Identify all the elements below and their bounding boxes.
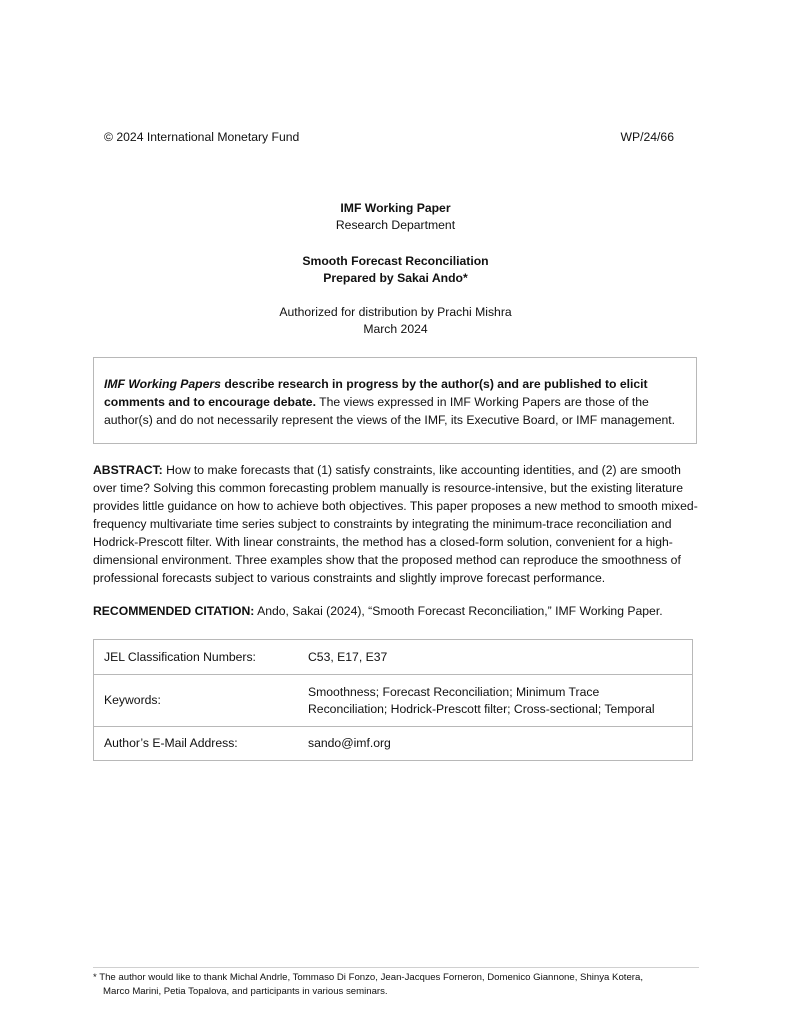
keywords-value — [308, 675, 693, 727]
table-row — [94, 640, 693, 675]
table-row — [94, 727, 693, 761]
keywords-label: Keywords: — [94, 675, 309, 727]
citation-text: Ando, Sakai (2024), “Smooth Forecast Reconciliation,” IMF Working Paper. — [254, 604, 663, 618]
paper-number: WP/24/66 — [620, 130, 674, 144]
recommended-citation — [93, 602, 713, 620]
disclaimer-box — [93, 357, 697, 444]
footnote-divider — [93, 967, 699, 968]
footnote-line-1: * The author would like to thank Michal Andrle, Tommaso Di Fonzo, Jean-Jacques Forneron, Domenico Giannone, Shinya Kotera, — [93, 972, 643, 983]
disclaimer-bold-text: describe research in progress by the author(s) and are published to elicit comments and to encourage debate. — [104, 377, 648, 409]
disclaimer-normal-text: The views expressed in IMF Working Papers are those of the author(s) and do not necessarily represent the views of the IMF, its Executive Board, or IMF management. — [104, 395, 676, 427]
keywords-line-1: Smoothness; Forecast Reconciliation; Minimum Trace — [308, 684, 600, 699]
title-block — [0, 200, 791, 234]
abstract-label: ABSTRACT: — [93, 463, 163, 477]
date: March 2024 — [363, 322, 428, 336]
jel-label: JEL Classification Numbers: — [94, 640, 309, 675]
footnote — [93, 971, 703, 999]
citation-label: RECOMMENDED CITATION: — [93, 604, 255, 618]
abstract-text: How to make forecasts that (1) satisfy constraints, like accounting identities, and (2) are smooth over time? Solving this common forecasting problem manually is resource-intensive, but the existing literature provides little guidance on how to achieve both objectives. This paper proposes a new method to smooth mixed-frequency multivariate time series subject to constraints by integrating the minimum-trace reconciliation and Hodrick-Prescott filter. With linear constraints, the method has a closed-form solution, convenient for a high-dimensional environment. Three examples show that the proposed method can reproduce the smoothness of professional forecasts subject to various constraints and slightly improve forecast performance. — [93, 463, 698, 585]
copyright-notice: © 2024 International Monetary Fund — [104, 130, 300, 144]
footnote-line-2: Marco Marini, Petia Topalova, and participants in various seminars. — [103, 986, 388, 997]
disclaimer-italic-lead: IMF Working Papers — [104, 377, 221, 391]
jel-value: C53, E17, E37 — [308, 640, 693, 675]
disclaimer-text — [104, 375, 689, 429]
paper-title: Smooth Forecast Reconciliation — [302, 254, 489, 268]
authorization: Authorized for distribution by Prachi Mishra — [279, 305, 512, 319]
keywords-line-2: Reconciliation; Hodrick-Prescott filter; Cross-sectional; Temporal — [308, 701, 655, 716]
department: Research Department — [335, 218, 456, 232]
email-value[interactable]: sando@imf.org — [308, 727, 693, 761]
email-label: Author’s E-Mail Address: — [94, 727, 309, 761]
authorization-block — [0, 304, 791, 338]
abstract — [93, 461, 705, 587]
series-name: IMF Working Paper — [340, 201, 451, 215]
metadata-table — [93, 639, 693, 761]
paper-title-block — [0, 253, 791, 287]
table-row — [94, 675, 693, 727]
author-line: Prepared by Sakai Ando* — [323, 271, 468, 285]
